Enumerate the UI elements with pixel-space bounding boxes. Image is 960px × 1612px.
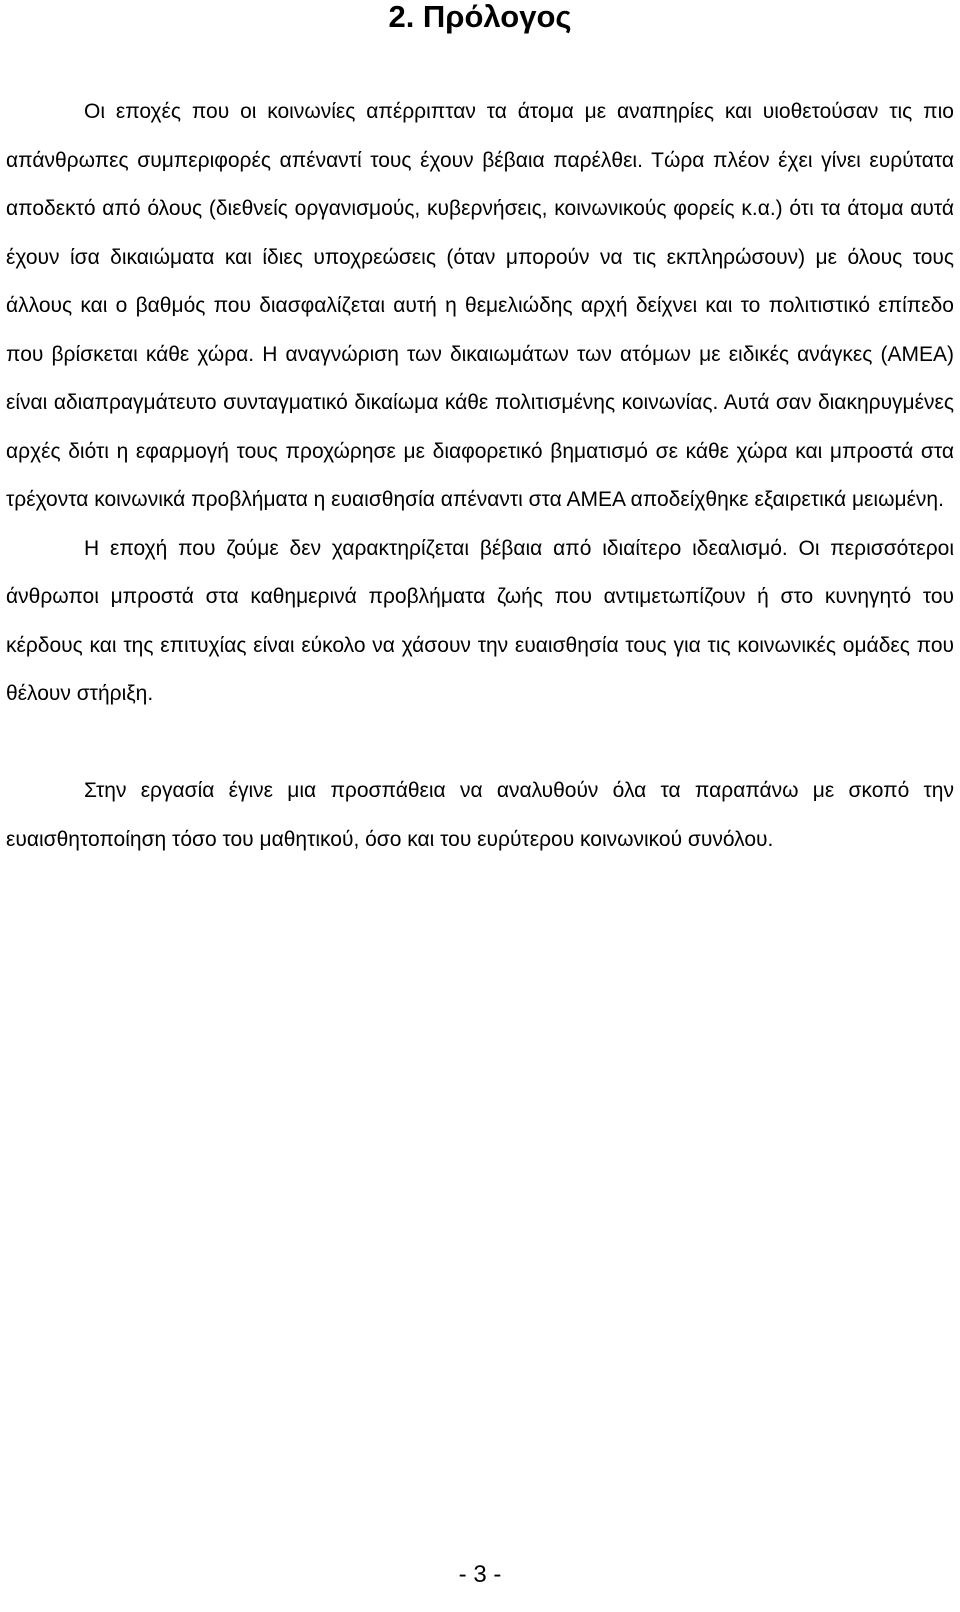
section-heading: 2. Πρόλογος [388, 0, 572, 34]
body-text [6, 88, 954, 864]
paragraph-3: Στην εργασία έγινε μια προσπάθεια να αναλυθούν όλα τα παραπάνω με σκοπό την ευαισθητοποίηση τόσο του μαθητικού, όσο και του ευρύτερου κοινωνικού συνόλου. [6, 779, 954, 851]
paragraph-2: Η εποχή που ζούμε δεν χαρακτηρίζεται βέβαια από ιδιαίτερο ιδεαλισμό. Οι περισσότεροι άνθρωποι μπροστά στα καθημερινά προβλήματα ζωής που αντιμετωπίζουν ή στο κυνηγητό του κέρδους και της επιτυχίας είναι εύκολο να χάσουν την ευαισθησία τους για τις κοινωνικές ομάδες που θέλουν στήριξη. [6, 536, 954, 705]
page-number: - 3 - [458, 1561, 502, 1588]
paragraph-1: Οι εποχές που οι κοινωνίες απέρριπταν τα άτομα με αναπηρίες και υιοθετούσαν τις πιο απάνθρωπες συμπεριφορές απέναντί τους έχουν βέβαια παρέλθει. Τώρα πλέον έχει γίνει ευρύτατα αποδεκτό από όλους (διεθνείς οργανισμούς, κυβερνήσεις, κοινωνικούς φορείς κ.α.) ότι τα άτομα αυτά έχουν ίσα δικαιώματα και ίδιες υποχρεώσεις (όταν μπορούν να τις εκπληρώσουν) με όλους τους άλλους και ο βαθμός που διασφαλίζεται αυτή η θεμελιώδης αρχή δείχνει και το πολιτιστικό επίπεδο που βρίσκεται κάθε χώρα. Η αναγνώριση των δικαιωμάτων των ατόμων με ειδικές ανάγκες (ΑΜΕΑ) είναι αδιαπραγμάτευτο συνταγματικό δικαίωμα κάθε πολιτισμένης κοινωνίας. Αυτά σαν διακηρυγμένες αρχές διότι η εφαρμογή τους προχώρησε με διαφορετικό βηματισμό σε κάθε χώρα και μπροστά στα τρέχοντα κοινωνικά προβλήματα η ευαισθησία απέναντι στα ΑΜΕΑ αποδείχθηκε εξαιρετικά μειωμένη. [6, 100, 954, 511]
